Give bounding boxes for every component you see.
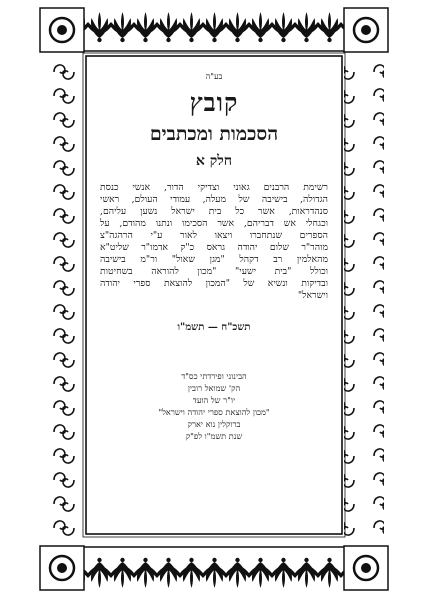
title-line-2: הסכמות ומכתבים <box>149 123 279 145</box>
part-label: חלק א <box>195 153 233 169</box>
imprint-line: שנת תשמ"ו לפ"ק <box>185 431 243 441</box>
header-mark: בע"ה <box>205 72 223 81</box>
description-line: סנהדראות, אשר כל בית ישראל נשען עליהם, <box>100 206 328 217</box>
description-line: מוהר"ר שלום יהודה גראס כ"ק אדמו"ר שליט"א <box>100 242 328 253</box>
imprint-line: ברוקלין נוא יארק <box>187 419 241 429</box>
description-line: וכולל "בית ישעי" "מכון להוראה בשחיטות <box>100 266 328 277</box>
description-line: רשימת הרבנים גאוני וצדיקי הדור, אנשי כנסת <box>100 182 328 193</box>
description-line: וכגחלי אש דבריהם, אשר הסכימו ונתנו מהודם, על <box>100 218 328 229</box>
imprint-line: "מכון להוצאת ספרי יהודה וישראל" <box>158 407 270 417</box>
title-line-1: קובץ <box>189 88 239 117</box>
description-line: הגדולה, בישיבה של מעלה, עמודי העולם, ראשי <box>100 194 328 205</box>
imprint-line: יו"ר של הועד <box>192 395 236 405</box>
imprint-line: הק' שמואל רובין <box>187 383 241 393</box>
description-line: הספרים שנתחברו ויצאו לאור ע"י הרהגה"צ <box>100 230 328 241</box>
years: תשכ"ח — תשמ"ו <box>177 322 251 333</box>
imprint-line: הבינוני ופירדתי כס"ד <box>181 371 247 381</box>
description-line: וישראל" <box>297 290 328 301</box>
description-line: מהאלמין רב דקהל "מגן שאול" ור"מ בישיבה <box>100 254 328 265</box>
text-panel <box>88 60 340 532</box>
description-line: ובדיקות ונשיא של "המכון להוצאת ספרי יהודה <box>100 278 328 289</box>
